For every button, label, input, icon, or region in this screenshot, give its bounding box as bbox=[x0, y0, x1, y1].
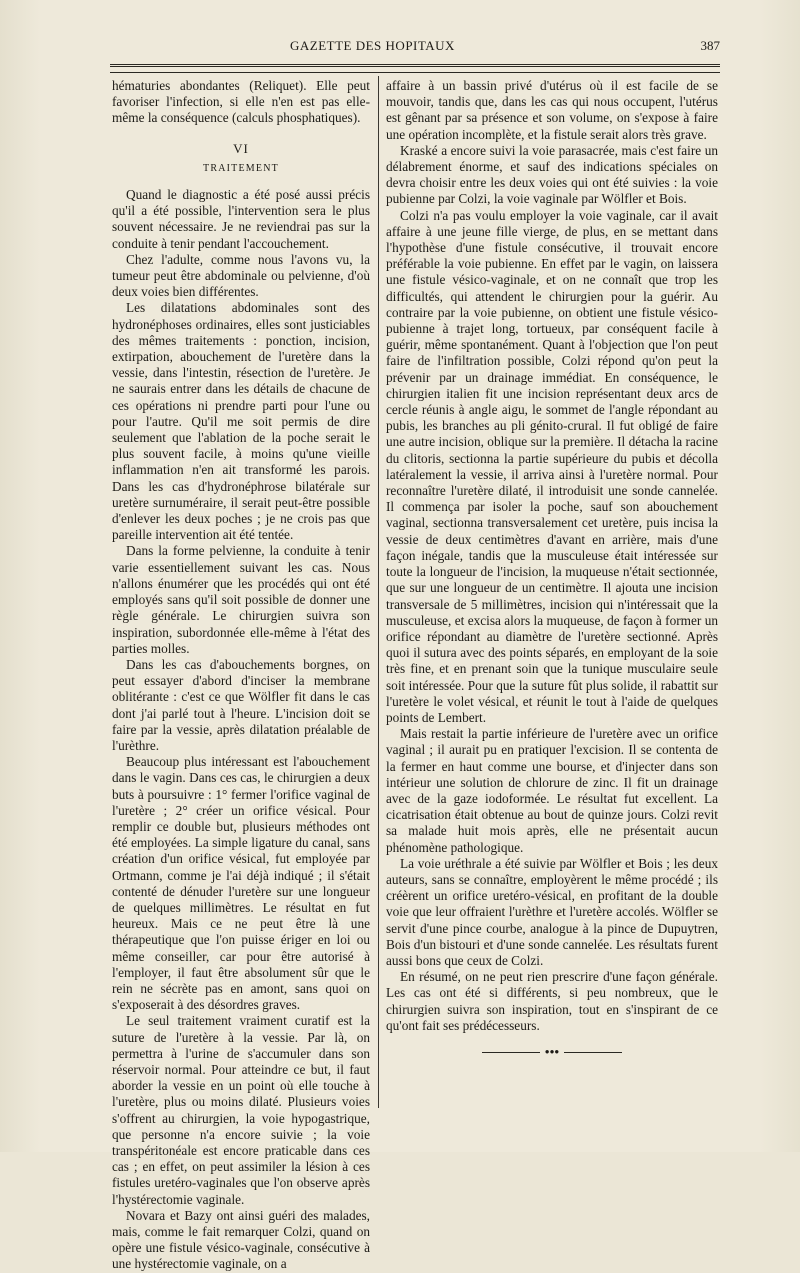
paragraph: Kraské a encore suivi la voie parasacrée, mais c'est faire un délabrement énorme, et sauf des indications spéciales on devra choisir entre les deux voies qui ont été suivies : la voie pubienne par Colzi, la voie vaginale par Wölfler et Bois. bbox=[386, 142, 718, 207]
left-column bbox=[112, 78, 370, 1273]
left-intro-paragraph: hématuries abondantes (Reliquet). Elle peut favoriser l'infection, si elle n'en est pas elle-même la conséquence (calculs phosphatiques). bbox=[112, 78, 370, 126]
paragraph: Beaucoup plus intéressant est l'abouchement dans le vagin. Dans ces cas, le chirurgien a deux buts à poursuivre : 1° fermer l'orifice vaginal de l'uretère ; 2° créer un orifice vésical. Pour remplir ce double but, plusieurs méthodes ont été employées. La simple ligature du canal, sans création d'un orifice vésical, fut employée par Ortmann, comme je l'ai déjà indiqué ; il s'était contenté de dénuder l'uretère sur une longueur de quelques millimètres. Le résultat en fut heureux. Mais ce ne peut être là une thérapeutique que l'on puisse ériger en loi ou même conseiller, car pour être autorisé à l'employer, il faut être absolument sûr que le rein ne sécrète pas en amont, sans quoi on s'exposerait à des désordres graves. bbox=[112, 754, 370, 1013]
paragraph: Dans les cas d'abouchements borgnes, on peut essayer d'abord d'inciser la membrane oblitérante : c'est ce que Wölfler fit dans le cas dont j'ai parlé tout à l'heure. L'incision doit se faire par la vessie, après dilatation préalable de l'urèthre. bbox=[112, 656, 370, 753]
end-ornament bbox=[482, 1048, 622, 1056]
header-double-rule bbox=[110, 64, 720, 71]
paragraph: La voie uréthrale a été suivie par Wölfler et Bois ; les deux auteurs, sans se connaître, employèrent le même procédé ; ils créèrent un orifice uretéro-vésical, en profitant de la double voie que leur offraient l'urèthre et l'uretère accolés. Wölfler se servit d'une pince courbe, analogue à la pince de Dupuytren, Bois d'un bistouri et d'une sonde cannelée. Les résultats furent aussi bons que ceux de Colzi. bbox=[386, 855, 718, 968]
paragraph: Colzi n'a pas voulu employer la voie vaginale, car il avait affaire à une jeune fille vierge, de plus, en se mettant dans l'hypothèse d'une fistule consécutive, il trouvait encore préférable la voie pubienne. En effet par le vagin, on laissera une fistule vésico-vaginale, et on ne connaît que trop les difficultés, qui attendent le chirurgien pour la guérir. Au contraire par la voie pubienne, on obtient une fistule vésico-pubienne à trajet long, tortueux, par conséquent facile à guérir, même spontanément. Quant à l'objection que l'on peut faire de l'infiltration possible, Colzi répond qu'on peut la prévenir par un drainage immédiat. En conséquence, le chirurgien italien fit une incision représentant deux arcs de cercle réunis à angle aigu, le sommet de l'angle répondant au pubis, les branches au pli génito-crural. Il fut obligé de faire une autre incision, oblique sur la première. Il détacha la racine du clitoris, sectionna la partie supérieure du pubis et décolla latéralement la vessie, il arriva ainsi à l'uretère normal. Pour reconnaître l'uretère dilaté, il introduisit une sonde cannelée. Il commença par isoler la poche, sauf son abouchement vaginal, sectionna transversalement cet uretère, puis incisa la vessie de deux centimètres d'avant en arrière, mais d'une façon inégale, tandis que la musculeuse était intéressée sur toute la longueur de l'incision, la muqueuse n'était sectionnée, que sur une longueur de un centimètre. Il ajouta une incision transversale de 5 millimètres, incision qui n'intéressait que la musculeuse, et excisa alors la muqueuse, de façon à former un orifice répondant au diamètre de l'uretère sectionné. Après quoi il sutura avec des points séparés, en employant de la soie très fine, et en prenant soin que la tunique musculaire seule soit intéressée. Pour que la suture fût plus solide, il rabattit sur l'uretère le volet vésical, et réunit le tout à l'aide de quelques points de Lembert. bbox=[386, 207, 718, 725]
paragraph: Chez l'adulte, comme nous l'avons vu, la tumeur peut être abdominale ou pelvienne, d'où deux voies bien différentes. bbox=[112, 251, 370, 300]
paragraph: Quand le diagnostic a été posé aussi précis qu'il a été possible, l'intervention sera le plus souvent nécessaire. Je ne reviendrai pas sur la conduite à tenir pendant l'accouchement. bbox=[112, 187, 370, 251]
paragraph: En résumé, on ne peut rien prescrire d'une façon générale. Les cas ont été si différents, si peu nombreux, que le chirurgien suivra son inspiration, tout en s'inspirant de ce qu'ont fait ses prédécesseurs. bbox=[386, 969, 718, 1033]
paragraph: Dans la forme pelvienne, la conduite à tenir varie essentiellement suivant les cas. Nous n'allons énumérer que les procédés qui ont été employés sans qu'il soit possible de donner une règle générale. Le chirurgien suivra son inspiration, subordonnée elle-même à l'état des parties molles. bbox=[112, 543, 370, 656]
paragraph: Le seul traitement vraiment curatif est la suture de l'uretère à la vessie. Par là, on permettra à l'urine de s'accumuler dans son réservoir normal. Pour atteindre ce but, il faut aborder la vessie en un point où elle touche à l'uretère, plus ou moins dilaté. Plusieurs voies s'offrent au chirurgien, la voie hypogastrique, que personne n'a encore suivie ; la voie transpéritonéale est encore praticable dans ces cas ; en effet, on peut assimiler la lésion à ces fistules uretéro-vaginales que l'on observe après l'hystérectomie vaginale. bbox=[112, 1013, 370, 1207]
right-column bbox=[386, 78, 718, 1056]
running-title: GAZETTE DES HOPITAUX bbox=[290, 38, 455, 53]
page-header bbox=[110, 38, 720, 58]
paragraph: Mais restait la partie inférieure de l'uretère avec un orifice vaginal ; il aurait pu en pratiquer l'excision. Il se contenta de la fermer en haut comme une bourse, et d'injecter dans son intérieur une solution de chlorure de zinc. Il fit un drainage avec de la gaze iodoformée. Le résultat fut excellent. La cicatrisation était obtenue au bout de quinze jours. Colzi revit sa malade huit mois après, elle ne présentait aucun phénomène pathologique. bbox=[386, 726, 718, 855]
column-divider bbox=[378, 76, 379, 1108]
right-intro-paragraph: affaire à un bassin privé d'utérus où il est facile de se mouvoir, tandis que, dans les cas qui nous occupent, l'utérus est gênant par sa présence et son volume, on s'expose à faire une opération incomplète, et la fistule serait alors très grave. bbox=[386, 78, 718, 142]
ornament-dots-icon: ●●● bbox=[540, 1048, 564, 1056]
section-title: TRAITEMENT bbox=[203, 162, 279, 174]
paragraph: Les dilatations abdominales sont des hydronéphoses ordinaires, elles sont justiciables des mêmes traitements : ponction, incision, extirpation, abouchement de l'uretère dans la vessie, dans l'intestin, résection de l'uretère. Je ne saurais entrer dans les détails de chacune de ces opérations ni prendre parti pour l'une ou pour l'autre. Qu'il me soit permis de dire seulement que l'ablation de la poche serait le plus souvent facile, à moins qu'une vieille inflammation n'en ait transformé les parois. Dans les cas d'hydronéphrose bilatérale sur uretère surnuméraire, il serait peut-être possible d'enlever les deux poches ; je ne crois pas que pareille intervention ait été tentée. bbox=[112, 300, 370, 543]
header-rule bbox=[110, 72, 720, 73]
section-number: VI bbox=[233, 140, 249, 156]
page-number: 387 bbox=[700, 38, 720, 53]
paragraph: Novara et Bazy ont ainsi guéri des malades, mais, comme le fait remarquer Colzi, quand on opère une fistule vésico-vaginale, consécutive à une hystérectomie vaginale, on a bbox=[112, 1207, 370, 1272]
